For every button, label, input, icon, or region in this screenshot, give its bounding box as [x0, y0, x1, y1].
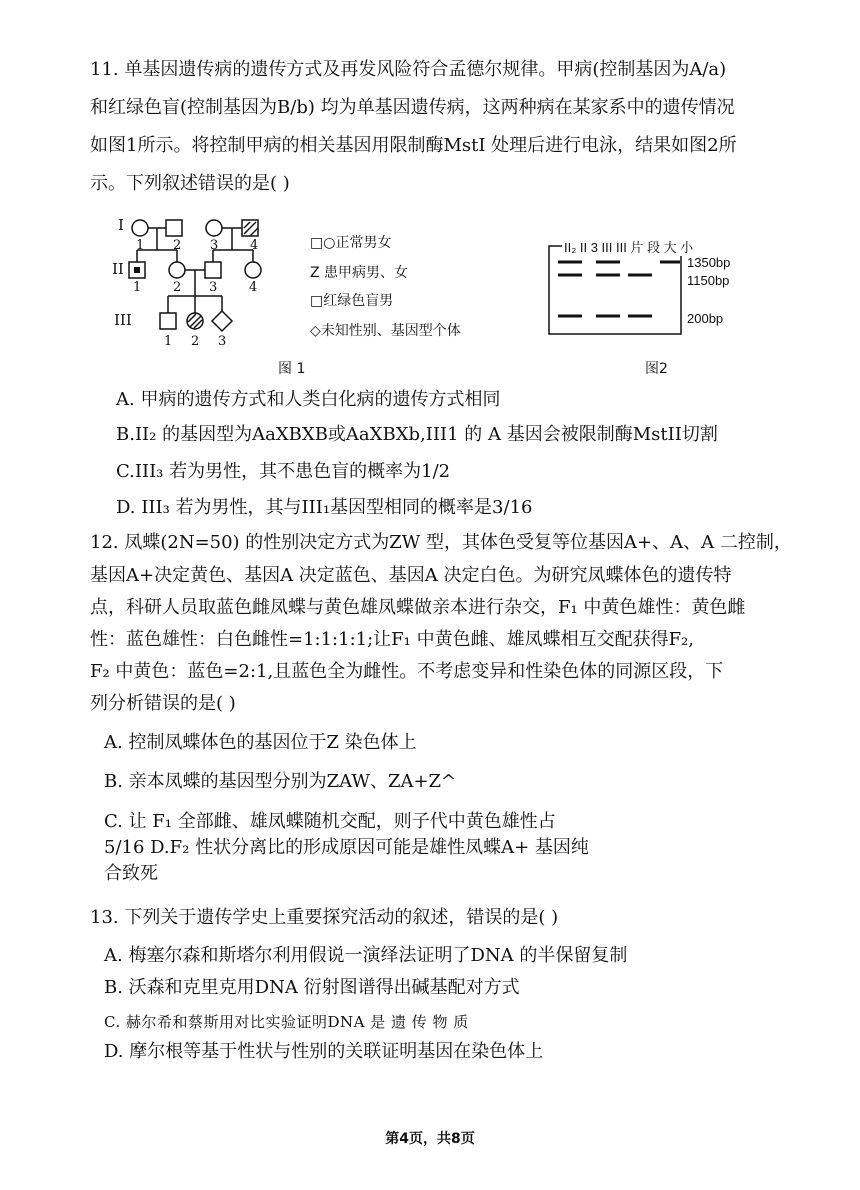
q11-line: 如图1所示。将控制甲病的相关基因用限制酶MstI 处理后进行电泳，结果如图2所	[90, 135, 737, 156]
generation-label-III: III	[114, 311, 132, 329]
page-footer: 第4页，共8页	[385, 1131, 475, 1147]
figure1-caption: 图 1	[278, 361, 306, 377]
pedigree-number: 2	[191, 334, 200, 349]
pedigree-number: 3	[218, 334, 227, 349]
pedigree-number: 4	[250, 238, 259, 253]
pedigree-number: 1	[164, 334, 173, 349]
pedigree-II3-normal-male	[205, 262, 221, 278]
q12-option-d: 5/16 D.F₂ 性状分离比的形成原因可能是雄性凤蝶A+ 基因纯	[104, 837, 589, 858]
q11-option-d: D. III₃ 若为男性，其与III₁基因型相同的概率是3/16	[116, 497, 533, 518]
pedigree-figure	[110, 210, 300, 360]
q12-line: 点，科研人员取蓝色雌凤蝶与黄色雄凤蝶做亲本进行杂交，F₁ 中黄色雄性：黄色雌	[90, 597, 746, 618]
q12-line: 性：蓝色雄性：白色雌性=1:1:1:1;让F₁ 中黄色雌、雄凤蝶相互交配获得F₂,	[90, 629, 694, 650]
q13-option-b: B. 沃森和克里克用DNA 衍射图谱得出碱基配对方式	[104, 977, 520, 998]
pedigree-II2-normal-female	[169, 262, 185, 278]
legend-normal: □○正常男女	[310, 235, 392, 251]
pedigree-I1-normal-female	[132, 220, 148, 236]
pedigree-number: 4	[249, 280, 258, 295]
pedigree-number: 2	[173, 280, 182, 295]
gel-size-1350: 1350bp	[687, 255, 731, 270]
gel-header: II₂ II 3 III III 片 段 大 小	[562, 237, 695, 256]
pedigree-III1-normal-male	[160, 313, 176, 329]
generation-label-II: II	[112, 260, 124, 278]
q11-line: 和红绿色盲(控制基因为B/b) 均为单基因遗传病，这两种病在某家系中的遗传情况	[90, 97, 735, 118]
figure2-caption: 图2	[645, 361, 668, 377]
pedigree-I3-normal-female	[206, 220, 222, 236]
pedigree-number: 1	[136, 238, 145, 253]
q11-line: 11. 单基因遗传病的遗传方式及再发风险符合孟德尔规律。甲病(控制基因为A/a)	[90, 59, 727, 80]
q12-option-a: A. 控制凤蝶体色的基因位于Z 染色体上	[104, 732, 417, 753]
q13-option-c: C. 赫尔希和蔡斯用对比实验证明DNA 是 遗 传 物 质	[104, 1013, 469, 1031]
pedigree-number: 3	[209, 280, 218, 295]
legend-affected: Z 患甲病男、女	[310, 265, 409, 281]
q11-line: 示。下列叙述错误的是( )	[90, 173, 290, 194]
pedigree-number: 1	[133, 280, 142, 295]
q13-stem: 13. 下列关于遗传学史上重要探究活动的叙述，错误的是( )	[90, 907, 559, 928]
q12-line: F₂ 中黄色：蓝色=2:1,且蓝色全为雌性。不考虑变异和性染色体的同源区段，下	[90, 661, 724, 682]
gel-size-1150: 1150bp	[687, 273, 730, 288]
q11-option-c: C.III₃ 若为男性，其不患色盲的概率为1/2	[116, 461, 451, 482]
q12-option-b: B. 亲本凤蝶的基因型分别为ZAW、ZA+Z^	[104, 771, 457, 792]
pedigree-II4-normal-female	[245, 262, 261, 278]
gel-figure	[548, 236, 748, 336]
generation-label-I: I	[118, 216, 124, 234]
q12-line: 12. 凤蝶(2N=50) 的性别决定方式为ZW 型，其体色受复等位基因A+、A、A 二控制，	[90, 532, 792, 553]
q12-option-c: C. 让 F₁ 全部雌、雄凤蝶随机交配，则子代中黄色雄性占	[104, 811, 556, 832]
pedigree-number: 3	[210, 238, 219, 253]
q12-line: 列分析错误的是( )	[90, 693, 236, 714]
q12-line: 基因A+决定黄色、基因A 决定蓝色、基因A 决定白色。为研究凤蝶体色的遗传特	[90, 565, 732, 586]
q11-option-b: B.II₂ 的基因型为AaXBXB或AaXBXb,III1 的 A 基因会被限制酶MstII切割	[116, 424, 718, 445]
pedigree-number: 2	[173, 238, 182, 253]
gel-size-200: 200bp	[687, 311, 724, 326]
q11-option-a: A. 甲病的遗传方式和人类白化病的遗传方式相同	[116, 389, 501, 410]
legend-unknown: ◇未知性别、基因型个体	[310, 323, 461, 339]
pedigree-I2-normal-male	[166, 220, 182, 236]
gel-box	[549, 246, 681, 334]
q13-option-d: D. 摩尔根等基于性状与性别的关联证明基因在染色体上	[104, 1041, 544, 1062]
gel-bands	[558, 262, 680, 316]
q12-option-d-cont: 合致死	[104, 863, 158, 884]
legend-colorblind: □红绿色盲男	[310, 293, 394, 309]
q13-option-a: A. 梅塞尔森和斯塔尔利用假说一演绎法证明了DNA 的半保留复制	[104, 945, 628, 966]
pedigree-III3-unknown	[212, 311, 232, 331]
